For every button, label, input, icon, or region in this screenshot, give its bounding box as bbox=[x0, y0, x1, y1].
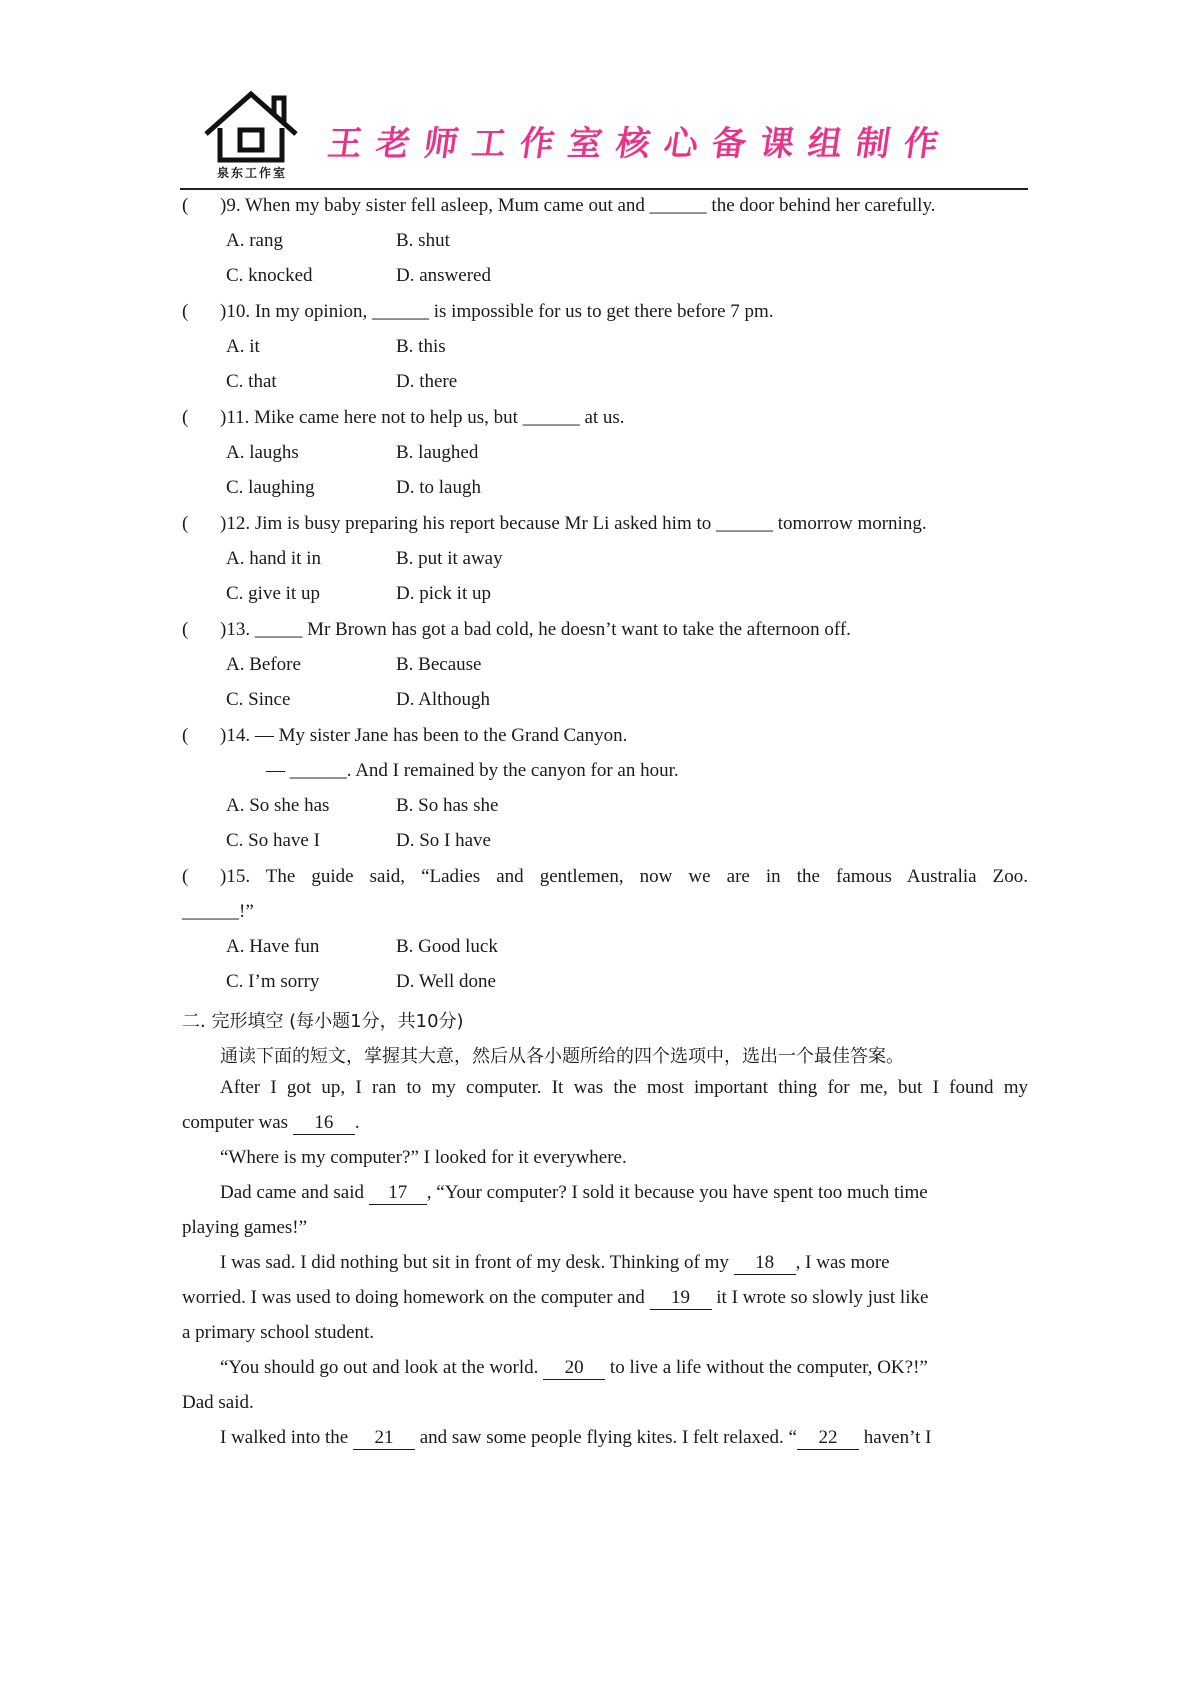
blank-21: 21 bbox=[353, 1427, 415, 1450]
blank-20: 20 bbox=[543, 1357, 605, 1380]
question-text: )15. The guide said, “Ladies and gentlemen, now we are in the famous Australia Zoo. bbox=[220, 866, 1028, 887]
option-c: C. I’m sorry bbox=[226, 971, 320, 992]
passage-line: “Where is my computer?” I looked for it everywhere. bbox=[220, 1147, 627, 1168]
option-d: D. answered bbox=[396, 265, 491, 286]
option-a: A. it bbox=[226, 336, 260, 357]
passage-line bbox=[220, 1182, 1028, 1205]
passage-text: , “Your computer? I sold it because you have spent too much time bbox=[426, 1182, 928, 1203]
passage-line: Dad said. bbox=[182, 1392, 254, 1413]
header-divider bbox=[180, 188, 1028, 190]
option-d: D. Well done bbox=[396, 971, 496, 992]
option-a: A. Before bbox=[226, 654, 301, 675]
passage-line bbox=[182, 1112, 1028, 1135]
option-d: D. to laugh bbox=[396, 477, 481, 498]
blank-19: 19 bbox=[650, 1287, 712, 1310]
page-header bbox=[180, 84, 1028, 188]
option-c: C. laughing bbox=[226, 477, 315, 498]
option-c: C. So have I bbox=[226, 830, 320, 851]
passage-line bbox=[220, 1252, 1028, 1275]
passage-line: playing games!” bbox=[182, 1217, 308, 1238]
answer-paren: ( bbox=[182, 513, 189, 534]
question-text: )13. _____ Mr Brown has got a bad cold, he doesn’t want to take the afternoon off. bbox=[220, 619, 851, 640]
passage-text: it I wrote so slowly just like bbox=[711, 1287, 929, 1308]
passage-text: to live a life without the computer, OK?!” bbox=[605, 1357, 928, 1378]
answer-paren: ( bbox=[182, 619, 189, 640]
logo-caption: 泉东工作室 bbox=[216, 166, 287, 180]
passage-text: I walked into the bbox=[220, 1427, 353, 1448]
option-b: B. So has she bbox=[396, 795, 499, 816]
option-d: D. Although bbox=[396, 689, 490, 710]
option-c: C. Since bbox=[226, 689, 291, 710]
blank-18: 18 bbox=[734, 1252, 796, 1275]
question-text: )14. — My sister Jane has been to the Grand Canyon. bbox=[220, 725, 628, 746]
question-text: )11. Mike came here not to help us, but ______ at us. bbox=[220, 407, 625, 428]
option-a: A. laughs bbox=[226, 442, 299, 463]
brand-banner: 王老师工作室核心备课组制作 bbox=[325, 124, 955, 164]
answer-paren: ( bbox=[182, 407, 189, 428]
option-d: D. So I have bbox=[396, 830, 491, 851]
option-d: D. there bbox=[396, 371, 458, 392]
passage-line bbox=[220, 1357, 1028, 1380]
option-a: A. Have fun bbox=[226, 936, 320, 957]
blank-16: 16 bbox=[293, 1112, 355, 1135]
passage-text: computer was bbox=[182, 1112, 293, 1133]
passage-text: worried. I was used to doing homework on the computer and bbox=[182, 1287, 650, 1308]
question-14-reply: — ______. And I remained by the canyon for an hour. bbox=[266, 760, 679, 781]
passage-text: “You should go out and look at the world. bbox=[220, 1357, 544, 1378]
option-b: B. this bbox=[396, 336, 446, 357]
passage-text: , I was more bbox=[795, 1252, 890, 1273]
passage-line bbox=[220, 1427, 1028, 1450]
option-a: A. rang bbox=[226, 230, 283, 251]
option-b: B. laughed bbox=[396, 442, 479, 463]
option-d: D. pick it up bbox=[396, 583, 491, 604]
option-c: C. knocked bbox=[226, 265, 313, 286]
question-text: )10. In my opinion, ______ is impossible for us to get there before 7 pm. bbox=[220, 301, 774, 322]
answer-paren: ( bbox=[182, 866, 189, 887]
passage-text: I was sad. I did nothing but sit in front of my desk. Thinking of my bbox=[220, 1252, 734, 1273]
blank-17: 17 bbox=[369, 1182, 427, 1205]
section-instruction: 通读下面的短文，掌握其大意，然后从各小题所给的四个选项中，选出一个最佳答案。 bbox=[220, 1046, 904, 1067]
passage-text: Dad came and said bbox=[220, 1182, 369, 1203]
answer-paren: ( bbox=[182, 301, 189, 322]
option-a: A. hand it in bbox=[226, 548, 321, 569]
passage-line: a primary school student. bbox=[182, 1322, 375, 1343]
passage-line bbox=[182, 1287, 1028, 1310]
option-a: A. So she has bbox=[226, 795, 330, 816]
blank-22: 22 bbox=[797, 1427, 859, 1450]
section-title: 二. 完形填空 (每小题1分，共10分) bbox=[182, 1011, 464, 1032]
question-15-continuation: ______!” bbox=[182, 901, 254, 922]
option-b: B. Good luck bbox=[396, 936, 498, 957]
answer-paren: ( bbox=[182, 195, 189, 216]
option-b: B. put it away bbox=[396, 548, 503, 569]
question-text: )12. Jim is busy preparing his report because Mr Li asked him to ______ tomorrow morning. bbox=[220, 513, 927, 534]
option-b: B. shut bbox=[396, 230, 450, 251]
option-c: C. give it up bbox=[226, 583, 320, 604]
passage-text: and saw some people flying kites. I felt relaxed. “ bbox=[414, 1427, 797, 1448]
option-c: C. that bbox=[226, 371, 277, 392]
passage-text: haven’t I bbox=[858, 1427, 932, 1448]
passage-text: . bbox=[354, 1112, 360, 1133]
question-text: )9. When my baby sister fell asleep, Mum came out and ______ the door behind her carefully. bbox=[220, 195, 936, 216]
option-b: B. Because bbox=[396, 654, 482, 675]
answer-paren: ( bbox=[182, 725, 189, 746]
passage-line: After I got up, I ran to my computer. It was the most important thing for me, but I found my bbox=[220, 1077, 1028, 1098]
